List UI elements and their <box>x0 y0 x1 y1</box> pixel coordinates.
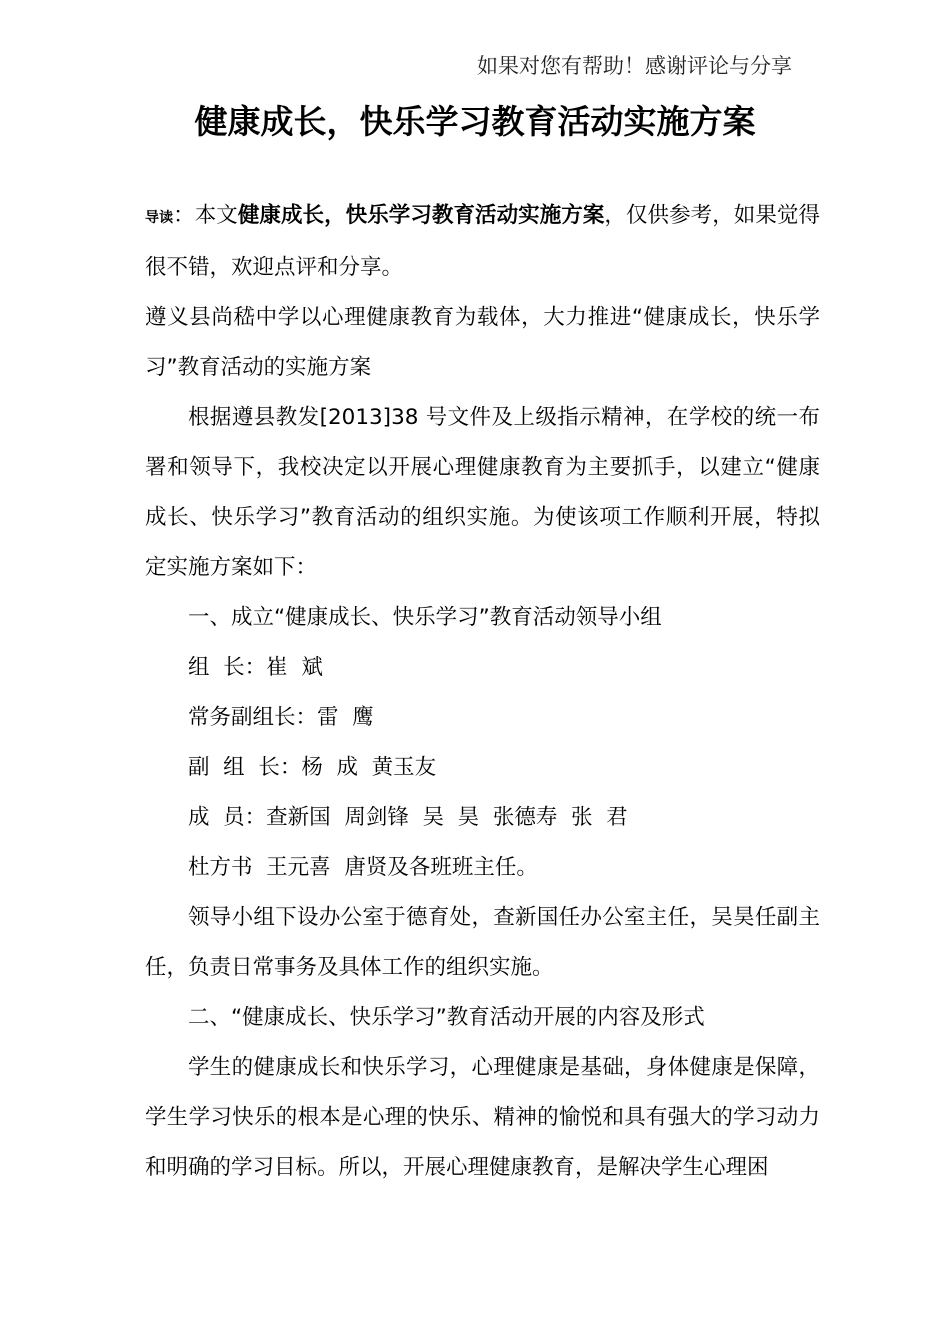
lead-label: 导读 <box>145 210 174 226</box>
leader-line: 组 长：崔 斌 <box>188 655 323 680</box>
deputy-line: 副 组 长：杨 成 黄玉友 <box>188 755 437 780</box>
members-continued-line: 杜方书 王元喜 唐贤及各班班主任。 <box>188 855 538 880</box>
document-body <box>145 191 820 1193</box>
lead-prefix: ：本文 <box>173 203 238 228</box>
section1-heading: 一、成立“健康成长、快乐学习”教育活动领导小组 <box>188 605 662 630</box>
basis-paragraph: 根据遵县教发[2013]38 号文件及上级指示精神，在学校的统一布署和领导下，我校决定以开展心理健康教育为主要抓手，以建立“健康成长、快乐学习”教育活动的组织实施。为使该项工作顺利开展，特拟定实施方案如下： <box>145 405 820 580</box>
office-paragraph: 领导小组下设办公室于德育处，查新国任办公室主任，吴昊任副主任，负责日常事务及具体工作的组织实施。 <box>145 905 820 980</box>
lead-suffix: ，仅供参考，如果觉得很不错，欢迎点评和分享。 <box>145 203 820 280</box>
header-note: 如果对您有帮助！感谢评论与分享 <box>477 54 792 78</box>
document-title: 健康成长，快乐学习教育活动实施方案 <box>194 102 756 141</box>
lead-paragraph <box>145 191 820 293</box>
content-paragraph: 学生的健康成长和快乐学习，心理健康是基础，身体健康是保障，学生学习快乐的根本是心理的快乐、精神的愉悦和具有强大的学习动力和明确的学习目标。所以，开展心理健康教育，是解决学生心理困 <box>145 1055 820 1180</box>
section2-heading: 二、“健康成长、快乐学习”教育活动开展的内容及形式 <box>188 1005 705 1030</box>
intro-paragraph: 遵义县尚嵇中学以心理健康教育为载体，大力推进“健康成长，快乐学习”教育活动的实施方案 <box>145 305 820 380</box>
exec-deputy-line: 常务副组长：雷 鹰 <box>188 705 374 730</box>
lead-bold-title: 健康成长，快乐学习教育活动实施方案 <box>237 203 605 228</box>
members-line: 成 员：查新国 周剑锋 吴 昊 张德寿 张 君 <box>188 805 628 830</box>
